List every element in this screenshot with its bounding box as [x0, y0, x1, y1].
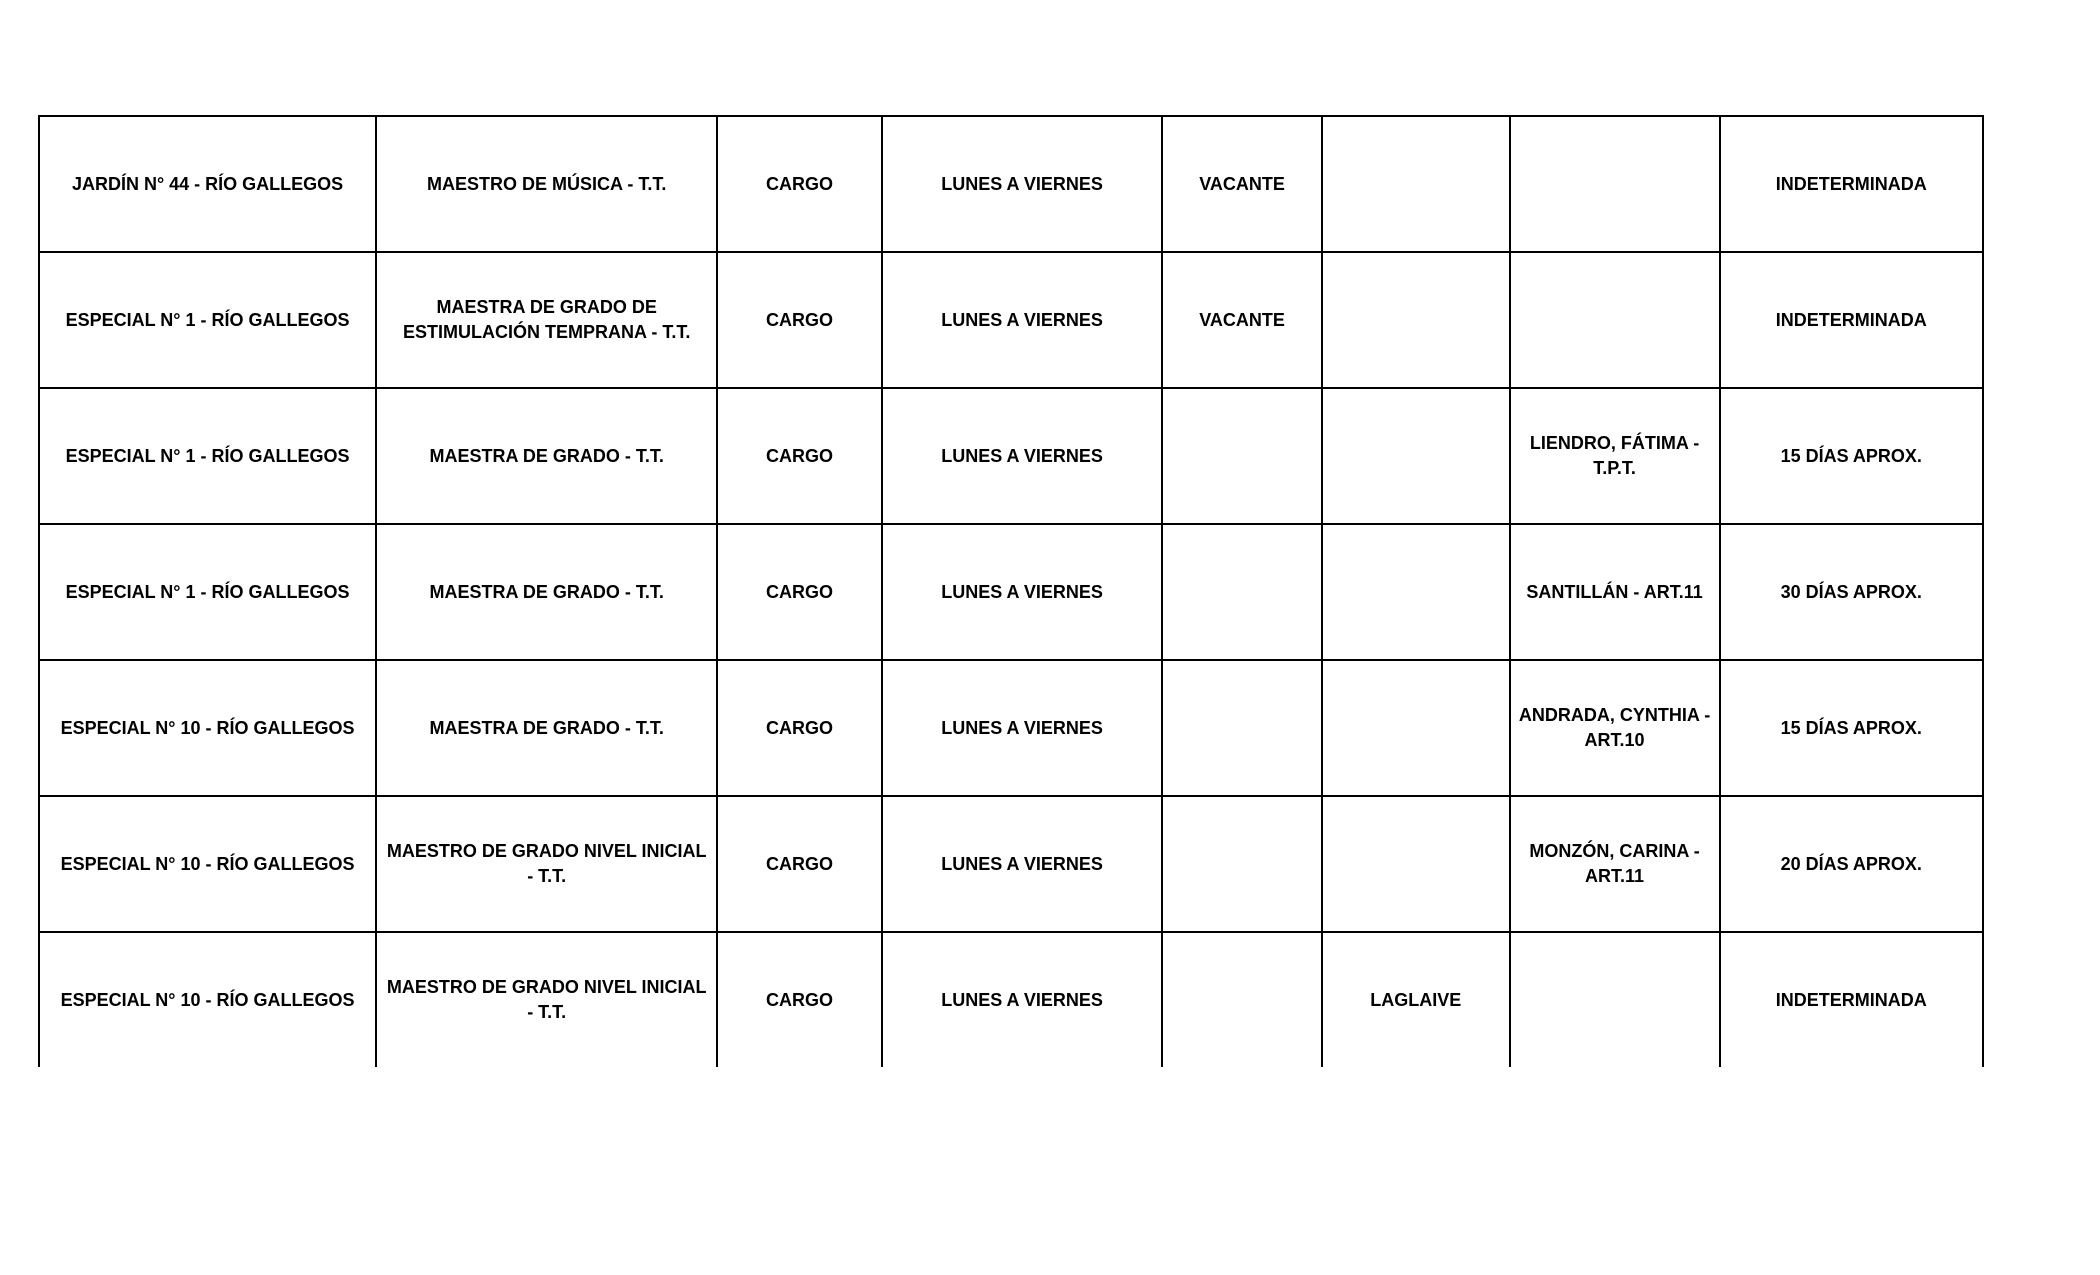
type-cell: CARGO — [717, 660, 882, 796]
school-cell: ESPECIAL N° 10 - RÍO GALLEGOS — [39, 796, 376, 932]
status-cell — [1162, 660, 1321, 796]
type-cell: CARGO — [717, 252, 882, 388]
school-cell: ESPECIAL N° 1 - RÍO GALLEGOS — [39, 524, 376, 660]
table-row — [39, 116, 1983, 252]
table-row — [39, 388, 1983, 524]
type-cell: CARGO — [717, 932, 882, 1067]
position-cell: MAESTRO DE GRADO NIVEL INICIAL - T.T. — [376, 932, 717, 1067]
school-cell: JARDÍN N° 44 - RÍO GALLEGOS — [39, 116, 376, 252]
duration-cell: INDETERMINADA — [1720, 116, 1983, 252]
replacement-cell: MONZÓN, CARINA - ART.11 — [1510, 796, 1720, 932]
duration-cell: INDETERMINADA — [1720, 252, 1983, 388]
column-6-cell — [1322, 524, 1510, 660]
table-row — [39, 932, 1983, 1067]
duration-cell: 15 DÍAS APROX. — [1720, 660, 1983, 796]
duration-cell: 20 DÍAS APROX. — [1720, 796, 1983, 932]
schedule-cell: LUNES A VIERNES — [882, 524, 1163, 660]
replacement-cell: SANTILLÁN - ART.11 — [1510, 524, 1720, 660]
table-row — [39, 252, 1983, 388]
position-cell: MAESTRA DE GRADO - T.T. — [376, 524, 717, 660]
type-cell: CARGO — [717, 388, 882, 524]
table-row — [39, 660, 1983, 796]
position-cell: MAESTRA DE GRADO - T.T. — [376, 388, 717, 524]
table-row — [39, 524, 1983, 660]
schedule-cell: LUNES A VIERNES — [882, 932, 1163, 1067]
school-cell: ESPECIAL N° 10 - RÍO GALLEGOS — [39, 660, 376, 796]
status-cell — [1162, 524, 1321, 660]
column-6-cell — [1322, 660, 1510, 796]
position-cell: MAESTRO DE GRADO NIVEL INICIAL - T.T. — [376, 796, 717, 932]
type-cell: CARGO — [717, 524, 882, 660]
spreadsheet-page — [38, 115, 1984, 1067]
replacement-cell — [1510, 252, 1720, 388]
status-cell — [1162, 796, 1321, 932]
table-row — [39, 796, 1983, 932]
position-cell: MAESTRA DE GRADO DE ESTIMULACIÓN TEMPRANA - T.T. — [376, 252, 717, 388]
status-cell: VACANTE — [1162, 116, 1321, 252]
replacement-cell: LIENDRO, FÁTIMA - T.P.T. — [1510, 388, 1720, 524]
school-cell: ESPECIAL N° 10 - RÍO GALLEGOS — [39, 932, 376, 1067]
replacement-cell — [1510, 116, 1720, 252]
school-cell: ESPECIAL N° 1 - RÍO GALLEGOS — [39, 388, 376, 524]
duration-cell: 30 DÍAS APROX. — [1720, 524, 1983, 660]
column-6-cell — [1322, 388, 1510, 524]
position-cell: MAESTRO DE MÚSICA - T.T. — [376, 116, 717, 252]
schedule-cell: LUNES A VIERNES — [882, 660, 1163, 796]
schedule-cell: LUNES A VIERNES — [882, 796, 1163, 932]
column-6-cell — [1322, 252, 1510, 388]
vacancies-table — [38, 115, 1984, 1067]
status-cell — [1162, 932, 1321, 1067]
replacement-cell: ANDRADA, CYNTHIA - ART.10 — [1510, 660, 1720, 796]
duration-cell: 15 DÍAS APROX. — [1720, 388, 1983, 524]
duration-cell: INDETERMINADA — [1720, 932, 1983, 1067]
column-6-cell: LAGLAIVE — [1322, 932, 1510, 1067]
column-6-cell — [1322, 116, 1510, 252]
column-6-cell — [1322, 796, 1510, 932]
schedule-cell: LUNES A VIERNES — [882, 116, 1163, 252]
school-cell: ESPECIAL N° 1 - RÍO GALLEGOS — [39, 252, 376, 388]
schedule-cell: LUNES A VIERNES — [882, 252, 1163, 388]
position-cell: MAESTRA DE GRADO - T.T. — [376, 660, 717, 796]
schedule-cell: LUNES A VIERNES — [882, 388, 1163, 524]
status-cell — [1162, 388, 1321, 524]
status-cell: VACANTE — [1162, 252, 1321, 388]
replacement-cell — [1510, 932, 1720, 1067]
type-cell: CARGO — [717, 796, 882, 932]
type-cell: CARGO — [717, 116, 882, 252]
